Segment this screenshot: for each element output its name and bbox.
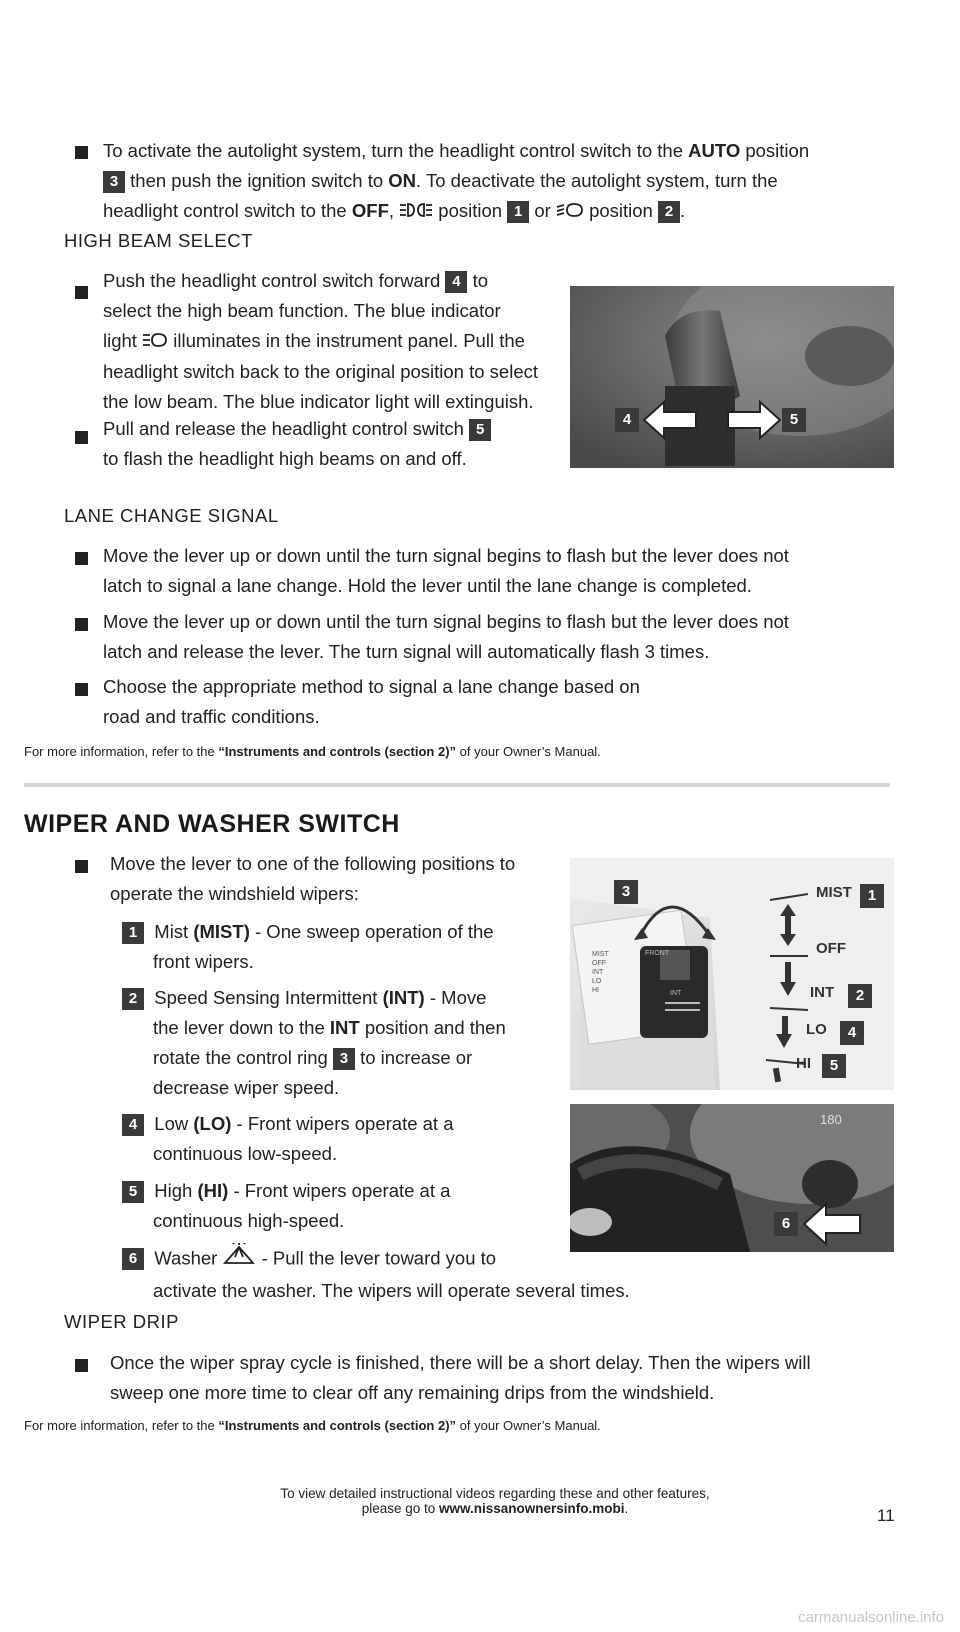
arrow-left-icon [802,1202,862,1251]
body-text: sweep one more time to clear off any remaining drips from the windshield. [110,1382,715,1403]
body-text: - Pull the lever toward you to [261,1247,497,1269]
number-badge: 2 [848,984,872,1008]
body-text: Pull and release the headlight control switch [103,418,464,439]
lane-change-heading: LANE CHANGE SIGNAL [64,505,279,526]
wiper-switch-diagram [570,858,894,1090]
number-badge: 1 [122,922,144,944]
number-badge: 1 [507,201,529,223]
note-text: of your Owner’s Manual. [459,744,601,759]
body-text: the low beam. The blue indicator light will extinguish. [103,391,534,413]
high-beam-bullet-1 [103,266,553,417]
arrow-right-icon [726,400,782,445]
manual-reference: “Instruments and controls (section 2)” [218,744,457,759]
number-badge: 5 [782,408,806,432]
wiper-intro [110,849,560,909]
mode-label: (INT) [382,987,425,1008]
body-text: to increase or [360,1047,473,1068]
number-badge: 6 [122,1248,144,1270]
bullet-icon [75,618,88,631]
body-text: Mist [154,921,189,942]
body-text: - Front wipers operate at a [236,1113,454,1134]
bullet-icon [75,286,88,299]
stalk-label-list [592,950,609,995]
body-text: illuminates in the instrument panel. Pull the [173,330,525,351]
body-text: continuous high-speed. [153,1210,345,1231]
lane-change-bullet-1 [103,541,923,601]
number-badge: 3 [614,880,638,904]
body-text: continuous low-speed. [153,1143,338,1164]
off-label: OFF [351,200,389,221]
watermark: carmanualsonline.info [798,1609,944,1626]
body-text: - Front wipers operate at a [233,1180,451,1201]
body-text: High [154,1180,193,1201]
auto-label: AUTO [688,140,741,161]
number-badge: 2 [122,988,144,1010]
body-text: latch and release the lever. The turn signal will automatically flash 3 times. [103,641,710,662]
body-text: Choose the appropriate method to signal a lane change based on [103,676,640,697]
washer-icon [222,1243,256,1276]
footer-text: To view detailed instructional videos regarding these and other features, [280,1486,710,1501]
footer-text: please go to [361,1501,436,1516]
on-label: ON [388,170,417,191]
number-badge: 4 [615,408,639,432]
number-badge: 4 [445,271,467,293]
note-text: For more information, refer to the [24,744,215,759]
page-number: 11 [877,1506,895,1525]
body-text: road and traffic conditions. [103,706,320,727]
stalk-label: OFF [592,960,606,967]
body-text: Once the wiper spray cycle is finished, there will be a short delay. Then the wipers will [110,1352,811,1373]
body-text: Low [154,1113,189,1134]
stalk-label: INT [592,969,604,976]
manual-reference: “Instruments and controls (section 2)” [218,1418,457,1433]
mode-label: (HI) [197,1180,229,1201]
stalk-label: HI [592,987,599,994]
wiper-item-mist [122,917,562,977]
wiper-item-hi [122,1176,562,1236]
number-badge: 5 [822,1054,846,1078]
number-badge: 3 [333,1048,355,1070]
body-text: - One sweep operation of the [255,921,494,942]
wiper-item-int [122,983,562,1103]
number-badge: 5 [469,419,491,441]
body-text: Move the lever to one of the following positions to [110,853,516,874]
number-badge: 5 [122,1181,144,1203]
body-text: latch to signal a lane change. Hold the lever until the lane change is completed. [103,575,752,596]
stalk-label: MIST [592,951,609,958]
body-text: rotate the control ring [153,1047,328,1068]
body-text: Washer [154,1247,218,1269]
autolight-text: position [438,200,503,221]
note-text: of your Owner’s Manual. [459,1418,601,1433]
wiper-drip-text [110,1348,920,1408]
washer-photo [570,1104,894,1252]
int-position-label: INT [810,984,835,1001]
body-text: Push the headlight control switch forward [103,270,441,291]
autolight-text: headlight control switch to the [103,200,347,221]
number-badge: 2 [658,201,680,223]
footer-link[interactable]: www.nissanownersinfo.mobi [439,1501,625,1516]
body-text: Speed Sensing Intermittent [154,987,378,1008]
bullet-icon [75,860,88,873]
lane-change-bullet-2 [103,607,923,667]
wiper-item-washer [122,1243,842,1306]
footer-note [200,1486,790,1516]
body-text: position and then [364,1017,506,1038]
arrow-left-icon [642,400,698,445]
section-divider [24,783,890,787]
headlight-switch-photo [570,286,894,468]
number-badge: 4 [840,1021,864,1045]
bullet-icon [75,431,88,444]
body-text: select the high beam function. The blue indicator [103,300,501,321]
mode-label: (LO) [193,1113,232,1134]
body-text: Move the lever up or down until the turn signal begins to flash but the lever does not [103,545,789,566]
bullet-icon [75,552,88,565]
reference-note [24,1418,601,1433]
body-text: operate the windshield wipers: [110,883,359,904]
bullet-icon [75,683,88,696]
note-text: For more information, refer to the [24,1418,215,1433]
autolight-paragraph: To activate the autolight system, turn the headlight control switch to the AUTO position 3 then push the ignition switch to ON. To deactivate the autolight system, turn the headlight control switch to the OFF, position 1 or position 2 . [103,136,903,227]
stalk-label: LO [592,978,602,985]
mode-label: INT [329,1017,360,1038]
number-badge: 6 [774,1212,798,1236]
wiper-drip-heading: WIPER DRIP [64,1311,179,1332]
autolight-text: . To deactivate the autolight system, turn the [416,170,778,191]
body-text: the lever down to the [153,1017,325,1038]
body-text: - Move [429,987,487,1008]
off-position-label: OFF [816,940,846,957]
bullet-icon [75,1359,88,1372]
hi-position-label: HI [796,1055,811,1072]
body-text: to [472,270,489,291]
footer-text: . [624,1501,629,1516]
speedometer-marking: 180 [820,1112,842,1127]
lo-position-label: LO [806,1021,827,1038]
body-text: front wipers. [153,951,254,972]
number-badge: 4 [122,1114,144,1136]
bullet-icon [75,146,88,159]
body-text: headlight switch back to the original position to select [103,361,539,383]
stalk-label: INT [670,990,682,997]
body-text: to flash the headlight high beams on and off. [103,448,467,469]
stalk-label: FRONT [645,950,670,957]
lane-change-bullet-3 [103,672,923,732]
autolight-text: then push the ignition switch to [130,170,384,191]
parking-light-icon [399,197,433,227]
high-beam-indicator-icon [142,327,168,357]
wiper-item-lo [122,1109,562,1169]
number-badge: 3 [103,171,125,193]
number-badge: 1 [860,884,884,908]
reference-note [24,744,601,759]
high-beam-heading: HIGH BEAM SELECT [64,230,253,251]
body-text: decrease wiper speed. [153,1077,340,1098]
mist-position-label: MIST [816,884,852,901]
mode-label: (MIST) [193,921,250,942]
body-text: light [103,330,137,351]
autolight-text: To activate the autolight system, turn the headlight control switch to the [103,140,683,161]
high-beam-bullet-2 [103,414,553,474]
body-text: activate the washer. The wipers will operate several times. [153,1280,630,1301]
autolight-text: or [534,200,551,221]
section-title: WIPER AND WASHER SWITCH [24,810,400,838]
body-text: Move the lever up or down until the turn signal begins to flash but the lever does not [103,611,789,632]
autolight-text: position [745,140,810,161]
headlight-icon [556,197,584,227]
autolight-text: position [589,200,653,221]
